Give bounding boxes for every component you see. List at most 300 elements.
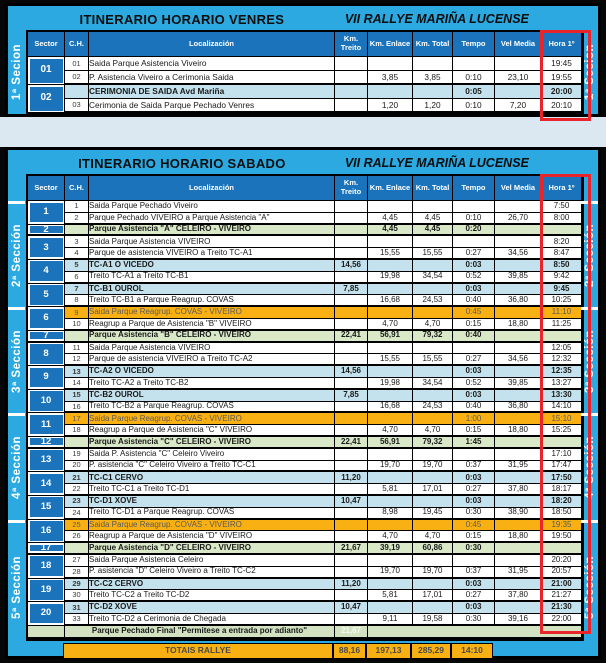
col-header-tempo: Tempo [453, 176, 495, 201]
hora-cell: 19:55 [542, 71, 582, 85]
col-header-hora: Hora 1º [542, 176, 582, 201]
control-number-cell: 24 [65, 508, 89, 520]
itinerary-row [28, 354, 582, 366]
localizacion-cell: TC-C1 CERVO [89, 472, 335, 484]
tempo-cell: 0:30 [453, 508, 495, 520]
itinerary-row [28, 201, 582, 213]
section-band-5 [581, 520, 598, 653]
km-treito-cell [335, 272, 368, 284]
vel-media-cell: 26,70 [495, 213, 542, 225]
hora-cell: 18:50 [542, 508, 582, 520]
friday-table-zone [26, 30, 580, 115]
section-label: 2ª Sección [10, 224, 23, 288]
km-enlace-cell: 5,81 [368, 590, 413, 602]
hora-cell: 8:00 [542, 213, 582, 225]
localizacion-cell: Cerimonia de Saida Parque Pechado Venres [89, 99, 335, 113]
col-header-tempo: Tempo [453, 32, 495, 57]
hora-cell: 8:50 [542, 260, 582, 272]
km-enlace-cell [368, 472, 413, 484]
col-header-localizacion: Localización [89, 176, 335, 201]
hora-cell: 21:27 [542, 590, 582, 602]
km-total-cell: 15,55 [413, 354, 453, 366]
control-number-cell: 26 [65, 531, 89, 543]
tempo-cell: 0:45 [453, 520, 495, 532]
itinerary-row [28, 579, 582, 591]
km-enlace-cell [368, 579, 413, 591]
hora-cell: 7:50 [542, 201, 582, 213]
itinerary-row [28, 449, 582, 461]
tempo-cell: 0:05 [453, 85, 495, 99]
sector-number: 10 [30, 391, 63, 411]
hora-cell: 21:30 [542, 602, 582, 614]
km-enlace-cell: 4,45 [368, 213, 413, 225]
itinerary-row [28, 626, 582, 639]
km-enlace-cell [368, 602, 413, 614]
hora-cell: 19:35 [542, 520, 582, 532]
km-total-cell [413, 449, 453, 461]
control-number-cell: 8 [65, 295, 89, 307]
km-treito-cell: 10,47 [335, 602, 368, 614]
final-parc-ferme-label: Parque Pechado Final "Permitese a entrada por adianto" [65, 626, 335, 639]
col-header-km-total: Km. Total [413, 32, 453, 57]
localizacion-cell: TC-D1 XOVE [89, 496, 335, 508]
km-enlace-cell [368, 201, 413, 213]
km-total-cell: 24,53 [413, 295, 453, 307]
hora-cell: 20:57 [542, 567, 582, 579]
control-number-cell: 28 [65, 567, 89, 579]
tempo-cell: 0:30 [453, 614, 495, 626]
tempo-cell: 0:27 [453, 354, 495, 366]
itinerary-row [28, 543, 582, 555]
sector-number: 8 [30, 344, 63, 364]
sector-cell [28, 496, 65, 520]
vel-media-cell: 18,80 [495, 319, 542, 331]
control-number-cell: 18 [65, 425, 89, 437]
tempo-cell: 0:15 [453, 425, 495, 437]
itinerary-row [28, 402, 582, 414]
km-treito-cell: 11,20 [335, 472, 368, 484]
localizacion-cell: Saida Parque Reagrup. COVAS - VIVEIRO [89, 413, 335, 425]
itinerary-row [28, 496, 582, 508]
itinerary-row [28, 555, 582, 567]
km-treito-cell: 14,56 [335, 260, 368, 272]
sector-cell-empty [28, 626, 65, 639]
km-enlace-cell [368, 343, 413, 355]
control-number-cell: 5 [65, 260, 89, 272]
km-total-cell: 3,85 [413, 71, 453, 85]
control-number-cell [65, 85, 89, 99]
km-total-cell: 19,70 [413, 461, 453, 473]
sector-cell [28, 437, 65, 449]
header-row [28, 176, 582, 201]
km-treito-cell [335, 99, 368, 113]
sector-cell [28, 472, 65, 496]
vel-media-cell [495, 413, 542, 425]
section-sidebar-right [581, 150, 598, 656]
friday-itinerary-table [26, 30, 584, 115]
itinerary-row [28, 508, 582, 520]
km-enlace-cell: 16,68 [368, 295, 413, 307]
itinerary-row [28, 390, 582, 402]
localizacion-cell: Treito TC-D2 a Cerimonia de Chegada [89, 614, 335, 626]
vel-media-cell [495, 225, 542, 237]
sector-number: 9 [30, 368, 63, 388]
km-enlace-cell [368, 236, 413, 248]
vel-media-cell [495, 331, 542, 343]
km-treito-cell [335, 295, 368, 307]
km-treito-cell [335, 531, 368, 543]
hora-cell: 20:00 [542, 85, 582, 99]
itinerary-row [28, 472, 582, 484]
saturday-titlebar [8, 150, 598, 174]
itinerary-row [28, 57, 582, 71]
sector-cell [28, 260, 65, 284]
tempo-cell: 0:03 [453, 284, 495, 296]
vel-media-cell: 7,20 [495, 99, 542, 113]
itinerary-row [28, 484, 582, 496]
km-treito-cell [335, 85, 368, 99]
sector-cell [28, 543, 65, 555]
sector-cell [28, 57, 65, 85]
hora-cell: 10:25 [542, 295, 582, 307]
vel-media-cell [495, 366, 542, 378]
sector-number: 19 [30, 580, 63, 600]
hora-cell: 14:10 [542, 402, 582, 414]
control-number-cell: 14 [65, 378, 89, 390]
itinerary-row [28, 295, 582, 307]
sector-number: 14 [30, 474, 63, 494]
localizacion-cell: Treito TC-A2 a Treito TC-B2 [89, 378, 335, 390]
km-enlace-cell: 16,68 [368, 402, 413, 414]
km-total-cell [413, 307, 453, 319]
localizacion-cell: Saida Parque Asistencia Viveiro [89, 57, 335, 71]
localizacion-cell: Saida Parque Pechado Viveiro [89, 201, 335, 213]
vel-media-cell [495, 449, 542, 461]
km-treito-cell [335, 236, 368, 248]
km-treito-cell: 7,85 [335, 284, 368, 296]
localizacion-cell: Parque de asistencia VIVEIRO a Treito TC-A1 [89, 248, 335, 260]
km-total-cell [413, 555, 453, 567]
vel-media-cell: 18,80 [495, 531, 542, 543]
saturday-panel [5, 147, 601, 659]
itinerary-row [28, 213, 582, 225]
vel-media-cell [495, 260, 542, 272]
event-title: VII RALLYE MARIÑA LUCENSE [344, 12, 529, 26]
sector-number: 17 [30, 545, 63, 552]
control-number-cell: 03 [65, 99, 89, 113]
col-header-sector: Sector [28, 176, 65, 201]
control-number-cell: 17 [65, 413, 89, 425]
localizacion-cell: Parque Asistencia "A" CELEIRO - VIVEIRO [89, 225, 335, 237]
col-header-vel-media: Vel Media [495, 32, 542, 57]
saturday-table-zone [26, 174, 580, 659]
localizacion-cell: Reagrup a Parque de Asistencia "C" VIVEIRO [89, 425, 335, 437]
km-total-cell [413, 602, 453, 614]
hora-cell: 15:10 [542, 413, 582, 425]
localizacion-cell: TC-B2 OUROL [89, 390, 335, 402]
vel-media-cell: 37,80 [495, 484, 542, 496]
col-header-hora: Hora 1º [542, 32, 582, 57]
localizacion-cell: Treito TC-B2 a Parque Reagrup. COVAS [89, 402, 335, 414]
hora-cell: 8:20 [542, 236, 582, 248]
vel-media-cell: 18,80 [495, 425, 542, 437]
itinerary-row [28, 425, 582, 437]
control-number-cell: 33 [65, 614, 89, 626]
col-header-km-total: Km. Total [413, 176, 453, 201]
localizacion-cell: Parque de asistencia VIVEIRO a Treito TC-A2 [89, 354, 335, 366]
km-treito-cell [335, 614, 368, 626]
km-treito-cell [335, 508, 368, 520]
sector-cell [28, 449, 65, 473]
control-number-cell: 11 [65, 343, 89, 355]
km-total-cell [413, 57, 453, 71]
vel-media-cell: 38,90 [495, 508, 542, 520]
sector-cell [28, 284, 65, 308]
vel-media-cell [495, 472, 542, 484]
tempo-cell: 0:03 [453, 390, 495, 402]
tempo-cell: 0:03 [453, 366, 495, 378]
km-treito-cell [335, 567, 368, 579]
km-total-cell [413, 496, 453, 508]
itinerary-row [28, 71, 582, 85]
tempo-cell: 0:03 [453, 496, 495, 508]
km-total-cell [413, 579, 453, 591]
sector-number: 16 [30, 521, 63, 541]
km-treito-cell: 14,56 [335, 366, 368, 378]
section-label: 1ª Secion [583, 44, 596, 101]
km-treito-cell [335, 57, 368, 71]
km-total-cell [413, 343, 453, 355]
sector-number: 6 [30, 309, 63, 329]
km-enlace-cell: 4,70 [368, 319, 413, 331]
sector-cell [28, 307, 65, 331]
vel-media-cell: 37,80 [495, 590, 542, 602]
control-number-cell: 15 [65, 390, 89, 402]
tempo-cell [453, 236, 495, 248]
km-total-cell: 15,55 [413, 248, 453, 260]
vel-media-cell [495, 520, 542, 532]
km-total-cell: 19,70 [413, 567, 453, 579]
itinerary-row [28, 366, 582, 378]
sector-number: 3 [30, 238, 63, 258]
km-treito-cell [335, 555, 368, 567]
km-enlace-cell: 9,11 [368, 614, 413, 626]
control-number-cell: 29 [65, 579, 89, 591]
sector-number: 13 [30, 450, 63, 470]
km-treito-cell [335, 413, 368, 425]
km-treito-cell: 7,85 [335, 390, 368, 402]
localizacion-cell: P. asistencia "C" Celeiro Viveiro a Treito TC-C1 [89, 461, 335, 473]
localizacion-cell: Saida Parque Asistencia Celeiro [89, 555, 335, 567]
section-label: 1ª Secion [10, 44, 23, 101]
km-enlace-cell [368, 57, 413, 71]
localizacion-cell: Reagrup a Parque de Asistencia "B" VIVEIRO [89, 319, 335, 331]
km-total-cell: 24,53 [413, 402, 453, 414]
section-band-5 [8, 520, 25, 653]
localizacion-cell: Saida Parque Asistencia VIVEIRO [89, 236, 335, 248]
tempo-cell: 0:37 [453, 567, 495, 579]
km-total-cell: 79,32 [413, 331, 453, 343]
tempo-cell [453, 449, 495, 461]
km-enlace-cell: 39,19 [368, 543, 413, 555]
hora-cell: 12:32 [542, 354, 582, 366]
hora-cell: 17:47 [542, 461, 582, 473]
hora-cell: 12:35 [542, 366, 582, 378]
col-header-vel-media: Vel Media [495, 176, 542, 201]
km-treito-cell [335, 343, 368, 355]
sector-number: 20 [30, 604, 63, 624]
control-number-cell: 7 [65, 284, 89, 296]
totals-tempo: 14:10 [451, 643, 493, 659]
km-enlace-cell [368, 260, 413, 272]
km-enlace-cell: 19,98 [368, 272, 413, 284]
localizacion-cell: Treito TC-D1 a Parque Reagrup. COVAS [89, 508, 335, 520]
km-treito-cell [335, 461, 368, 473]
section-label: 5ª Sección [10, 556, 23, 620]
control-number-cell: 12 [65, 354, 89, 366]
km-total-cell: 4,70 [413, 319, 453, 331]
tempo-cell: 0:52 [453, 378, 495, 390]
hora-cell: 19:45 [542, 57, 582, 71]
km-enlace-cell: 56,91 [368, 331, 413, 343]
localizacion-cell: TC-A1 O VICEDO [89, 260, 335, 272]
km-total-cell: 17,01 [413, 590, 453, 602]
control-number-cell: 23 [65, 496, 89, 508]
hora-cell: 11:10 [542, 307, 582, 319]
section-sidebar-left [8, 150, 25, 656]
km-enlace-cell [368, 307, 413, 319]
section-label: 3ª Sección [583, 330, 596, 394]
km-total-cell: 17,01 [413, 484, 453, 496]
localizacion-cell: TC-C2 CERVO [89, 579, 335, 591]
control-number-cell: 3 [65, 236, 89, 248]
km-enlace-cell [368, 413, 413, 425]
vel-media-cell: 36,80 [495, 295, 542, 307]
col-header-ch: C.H. [65, 32, 89, 57]
itinerary-row [28, 85, 582, 99]
vel-media-cell [495, 390, 542, 402]
tempo-cell: 0:45 [453, 307, 495, 319]
control-number-cell: 31 [65, 602, 89, 614]
km-treito-cell [335, 378, 368, 390]
itinerary-row [28, 284, 582, 296]
hora-cell: 20:10 [542, 99, 582, 113]
tempo-cell: 0:27 [453, 248, 495, 260]
sector-number: 2 [30, 226, 63, 233]
km-enlace-cell [368, 449, 413, 461]
control-number-cell: 4 [65, 248, 89, 260]
km-enlace-cell: 15,55 [368, 354, 413, 366]
tempo-cell: 0:27 [453, 590, 495, 602]
km-treito-cell: 10,47 [335, 496, 368, 508]
hora-cell [542, 225, 582, 237]
control-number-cell [65, 437, 89, 449]
itinerary-row [28, 602, 582, 614]
sector-cell [28, 413, 65, 437]
col-header-sector: Sector [28, 32, 65, 57]
section-label: 4ª Sección [10, 436, 23, 500]
localizacion-cell: Saida Parque Reagrup. COVAS - VIVEIRO [89, 520, 335, 532]
tempo-cell: 0:03 [453, 260, 495, 272]
km-total-cell [413, 236, 453, 248]
hora-cell: 18:20 [542, 496, 582, 508]
km-total-cell: 4,70 [413, 425, 453, 437]
tempo-cell: 0:10 [453, 213, 495, 225]
itinerary-row [28, 319, 582, 331]
localizacion-cell: TC-D2 XOVE [89, 602, 335, 614]
km-treito-cell [335, 201, 368, 213]
km-treito-cell [335, 425, 368, 437]
localizacion-cell: Treito TC-A1 a Treito TC-B1 [89, 272, 335, 284]
tempo-cell: 0:40 [453, 331, 495, 343]
itinerary-row [28, 378, 582, 390]
control-number-cell: 6 [65, 272, 89, 284]
tempo-cell: 0:52 [453, 272, 495, 284]
vel-media-cell [495, 543, 542, 555]
km-total-cell: 34,54 [413, 272, 453, 284]
itinerary-row [28, 260, 582, 272]
col-header-km-enlace: Km. Enlace [368, 176, 413, 201]
vel-media-cell [495, 343, 542, 355]
friday-titlebar [8, 6, 598, 30]
sector-cell [28, 331, 65, 343]
km-treito-cell [335, 71, 368, 85]
tempo-cell: 0:10 [453, 71, 495, 85]
totals-spacer [26, 643, 63, 659]
sector-cell [28, 366, 65, 390]
vel-media-cell [495, 284, 542, 296]
km-total-cell: 34,54 [413, 378, 453, 390]
km-enlace-cell: 19,98 [368, 378, 413, 390]
control-number-cell: 30 [65, 590, 89, 602]
tempo-cell: 0:03 [453, 602, 495, 614]
itinerary-row [28, 236, 582, 248]
sector-number: 18 [30, 556, 63, 576]
localizacion-cell: Saida Parque Asistencia VIVEIRO [89, 343, 335, 355]
tempo-cell: 0:40 [453, 402, 495, 414]
tempo-cell [453, 343, 495, 355]
km-enlace-cell: 5,81 [368, 484, 413, 496]
km-treito-cell [335, 590, 368, 602]
vel-media-cell: 39,85 [495, 272, 542, 284]
tempo-cell: 0:15 [453, 531, 495, 543]
hora-cell: 12:05 [542, 343, 582, 355]
localizacion-cell: Parque Asistencia "C" CELEIRO - VIVEIRO [89, 437, 335, 449]
section-label: 3ª Sección [10, 330, 23, 394]
km-treito-cell [335, 213, 368, 225]
divider-strip [0, 117, 606, 147]
vel-media-cell: 31,95 [495, 567, 542, 579]
sector-number: 7 [30, 332, 63, 339]
control-number-cell: 1 [65, 201, 89, 213]
itinerary-row [28, 225, 582, 237]
sector-cell [28, 85, 65, 113]
hora-cell: 19:50 [542, 531, 582, 543]
km-treito-cell: 21,67 [335, 543, 368, 555]
km-total-cell: 19,58 [413, 614, 453, 626]
vel-media-cell [495, 437, 542, 449]
sector-number: 01 [30, 59, 63, 83]
vel-media-cell: 31,95 [495, 461, 542, 473]
km-total-cell: 4,70 [413, 531, 453, 543]
col-header-km-treito: Km. Treito [335, 176, 368, 201]
control-number-cell: 19 [65, 449, 89, 461]
vel-media-cell: 39,16 [495, 614, 542, 626]
km-total-cell: 19,45 [413, 508, 453, 520]
km-treito-cell: 21,67 [335, 626, 368, 639]
localizacion-cell: Saida Parque Reagrup. COVAS - VIVEIRO [89, 307, 335, 319]
km-treito-cell [335, 449, 368, 461]
